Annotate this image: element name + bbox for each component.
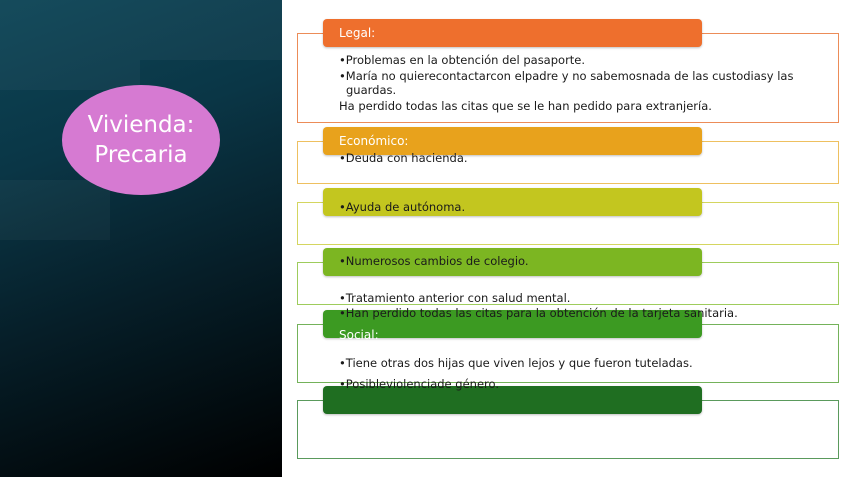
legal-header-label: Legal: [339, 26, 376, 40]
legal-item: guardas. [346, 83, 397, 97]
social-item: •Tiene otras dos hijas que viven lejos y que fueron tuteladas. [339, 356, 693, 370]
background-tile [0, 180, 110, 240]
economico-item: •Deuda con hacienda. [339, 151, 468, 165]
sanitario-item: •Han perdido todas las citas para la obtención de la tarjeta sanitaria. [339, 306, 738, 320]
left-background-panel [0, 0, 282, 477]
social-item: •Posibleviolenciade género. [339, 377, 499, 391]
legal-item: •Problemas en la obtención del pasaporte. [339, 53, 586, 67]
sanitario-item: •Tratamiento anterior con salud mental. [339, 291, 571, 305]
legal-item: •María no quierecontactarcon elpadre y no sabemosnada de las custodiasy las [339, 69, 794, 83]
oval-line-1: Vivienda: [87, 112, 195, 138]
laboral-item: •Ayuda de autónoma. [339, 200, 466, 214]
educativo-item: •Numerosos cambios de colegio. [339, 254, 529, 268]
vivienda-oval [62, 85, 220, 195]
oval-line-2: Precaria [94, 142, 188, 168]
legal-header [323, 19, 702, 47]
legal-item: Ha perdido todas las citas que se le han pedido para extranjería. [339, 99, 712, 113]
background-tile [140, 0, 282, 60]
social-header-label: Social: [339, 328, 379, 342]
background-tile [0, 0, 140, 90]
economico-header-label: Económico: [339, 134, 409, 148]
